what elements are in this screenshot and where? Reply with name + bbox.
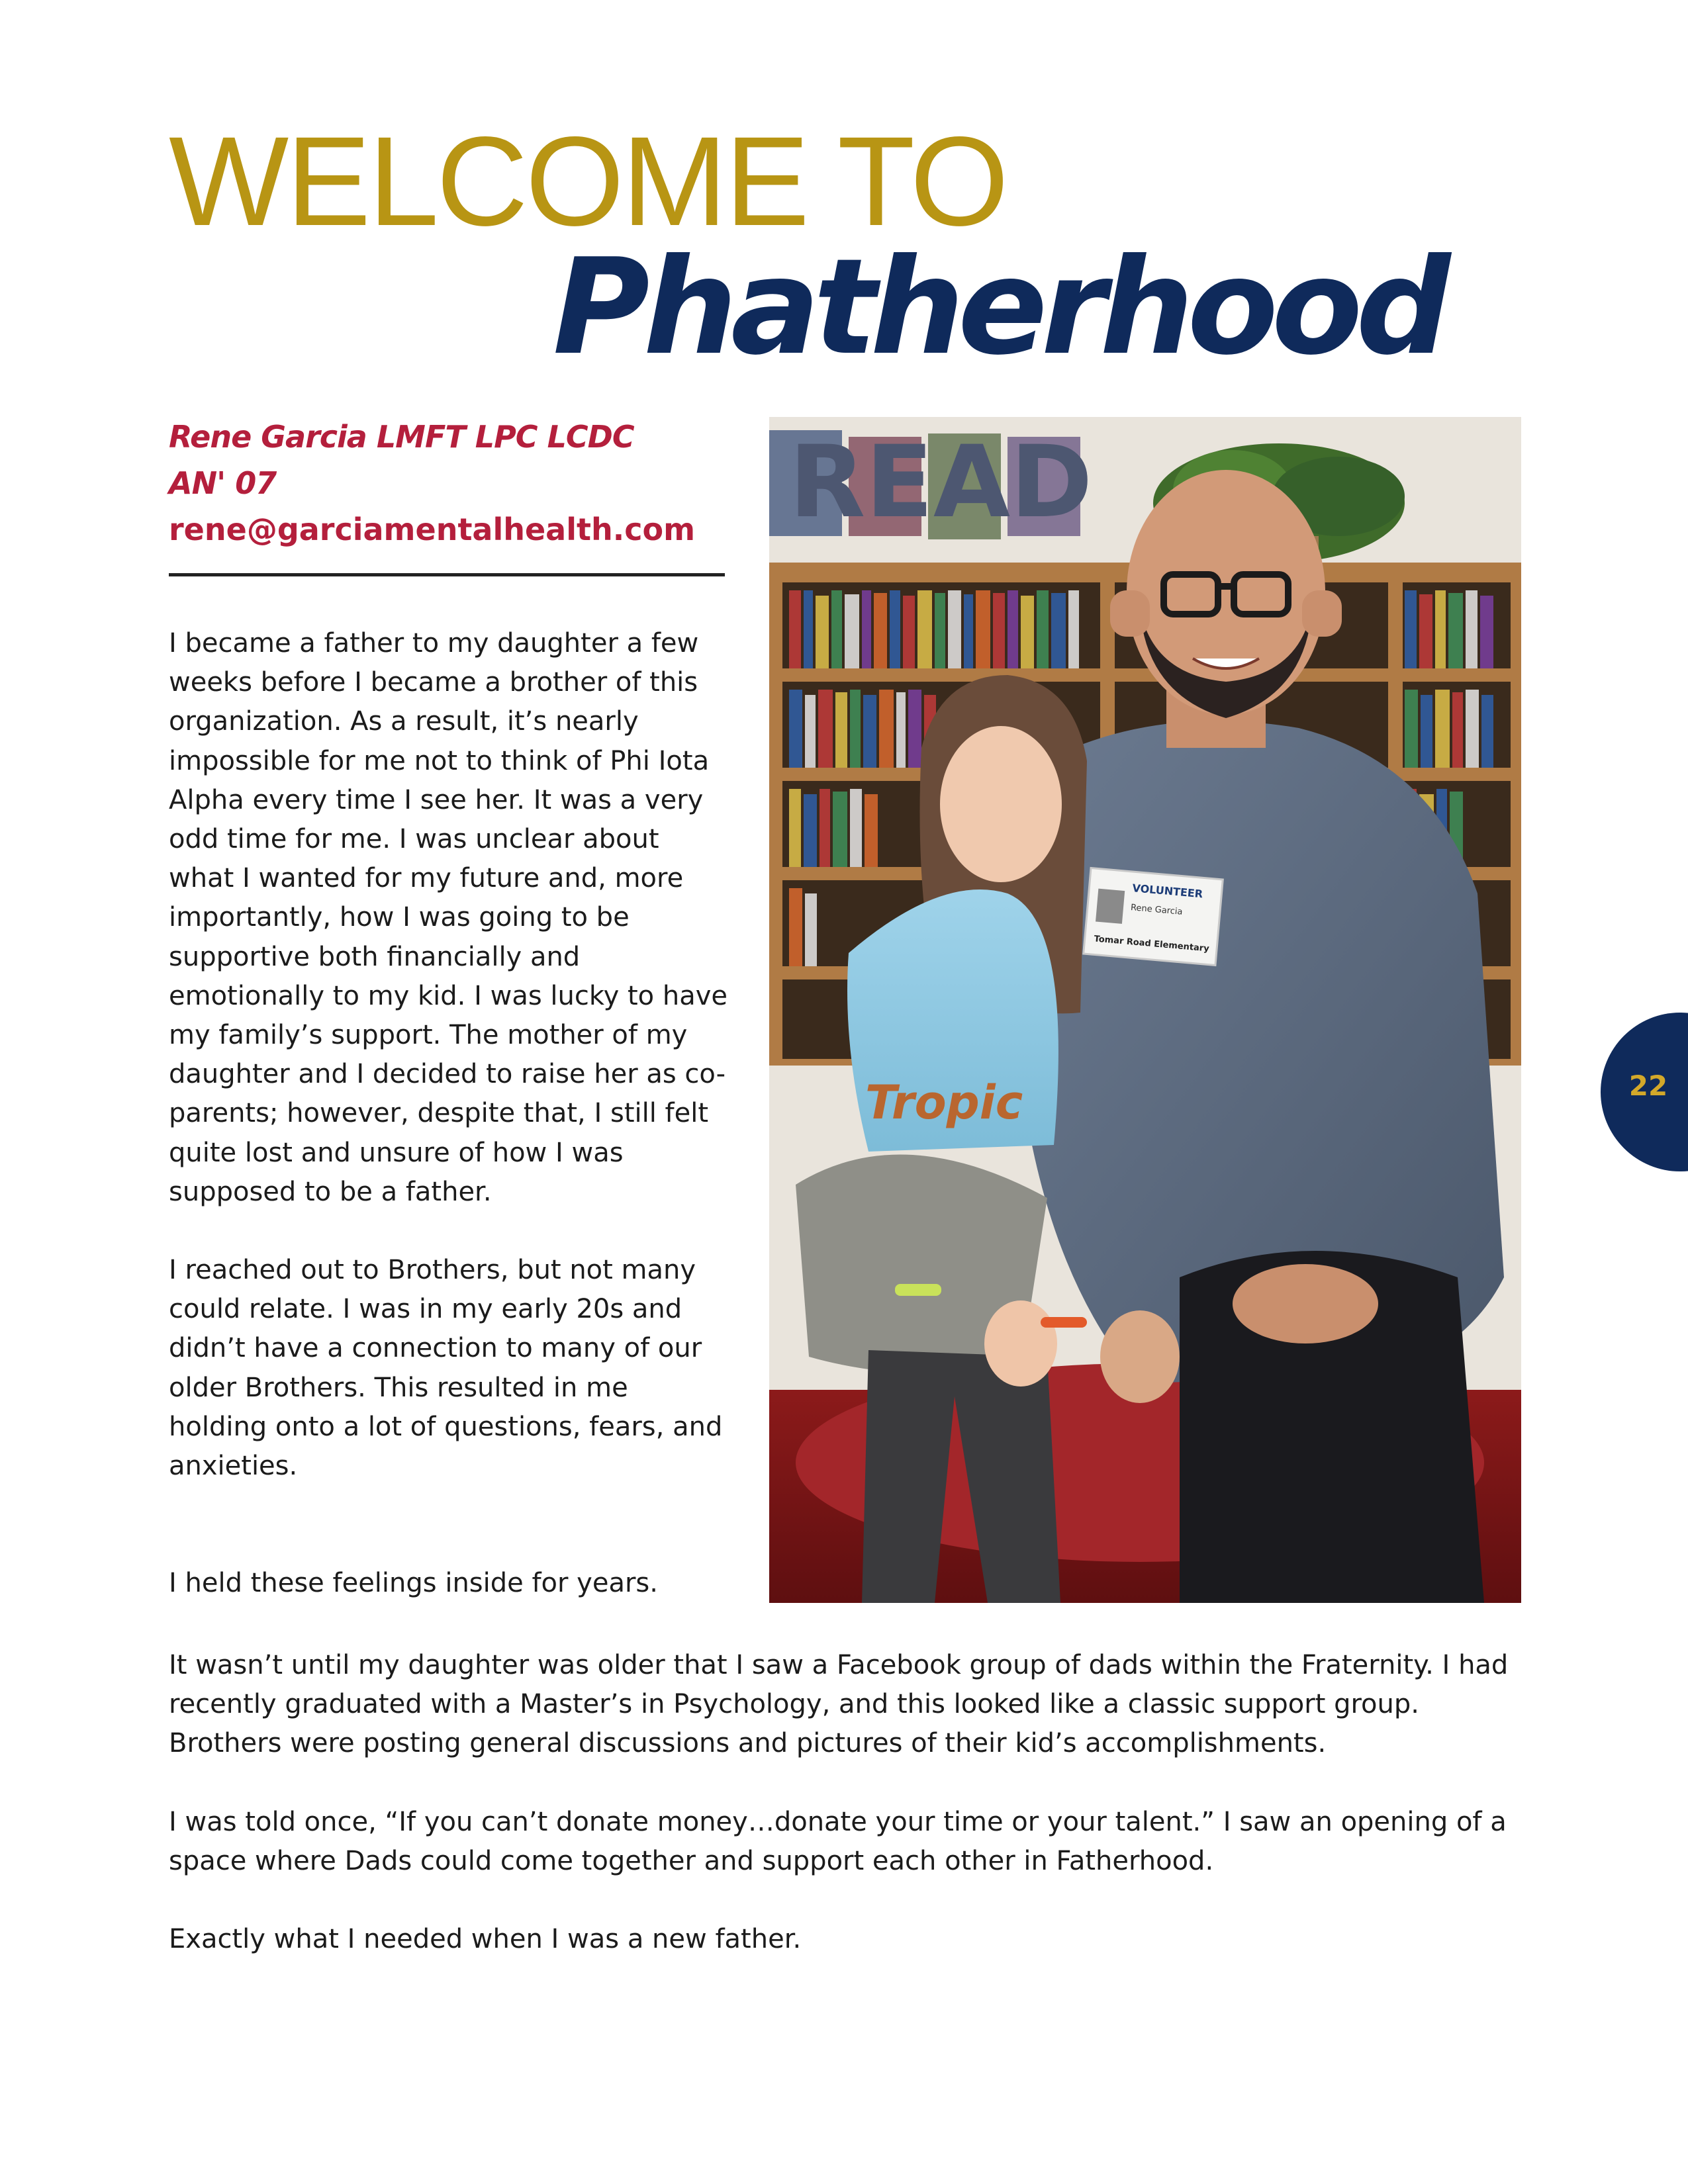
page-number: 22 xyxy=(1628,1069,1668,1102)
father-daughter-photo xyxy=(769,417,1521,1603)
paragraph-1: I became a father to my daughter a few weeks before I became a brother of this organization. As a result, it’s nearly impossible for me not to think of Phi Iota Alpha every time I see her. It was a very odd time for me. I was unclear about what I wanted for my future and, more importantly, how I was going to be supportive both financially and emotionally to my kid. I was lucky to have my family’s support. The mother of my daughter and I decided to raise her as co-parents; however, despite that, I still felt quite lost and unsure of how I was supposed to be a father. xyxy=(169,628,728,1207)
author-email: rene@garciamentalhealth.com xyxy=(169,512,696,547)
title-phatherhood: Phatherhood xyxy=(553,230,1444,385)
svg-text:Tropic: Tropic xyxy=(865,1075,1023,1130)
title-welcome: WELCOME TO xyxy=(169,110,1007,252)
svg-text:READ: READ xyxy=(789,425,1093,540)
paragraph-4: It wasn’t until my daughter was older that I saw a Facebook group of dads within the Fraternity. I had recently graduated with a Master’s in Psychology, and this looked like a classic support group. Brothers were posting general discussions and pictures of their kid’s accomplishments. xyxy=(169,1650,1509,1759)
author-block xyxy=(169,414,738,553)
article-column xyxy=(169,624,728,1603)
paragraph-5: I was told once, “If you can’t donate money…donate your time or your talent.” I saw an opening of a space where Dads could come together and support each other in Fatherhood. xyxy=(169,1806,1507,1876)
author-chapter: AN' 07 xyxy=(169,465,277,501)
svg-text:Rene Garcia: Rene Garcia xyxy=(1130,903,1184,917)
paragraph-3: I held these feelings inside for years. xyxy=(169,1568,658,1599)
article-fullwidth xyxy=(169,1646,1519,1998)
svg-text:Tomar Road Elementary: Tomar Road Elementary xyxy=(1094,934,1210,954)
paragraph-6: Exactly what I needed when I was a new father. xyxy=(169,1924,802,1955)
read-banner xyxy=(769,425,1093,540)
volunteer-badge xyxy=(1084,868,1223,966)
author-divider xyxy=(169,573,725,576)
author-name: Rene Garcia LMFT LPC LCDC xyxy=(169,419,634,455)
paragraph-2: I reached out to Brothers, but not many could relate. I was in my early 20s and didn’t have a connection to many of our older Brothers. This resulted in me holding onto a lot of questions, fears, and anxieties. xyxy=(169,1255,723,1482)
svg-text:VOLUNTEER: VOLUNTEER xyxy=(1131,882,1203,901)
